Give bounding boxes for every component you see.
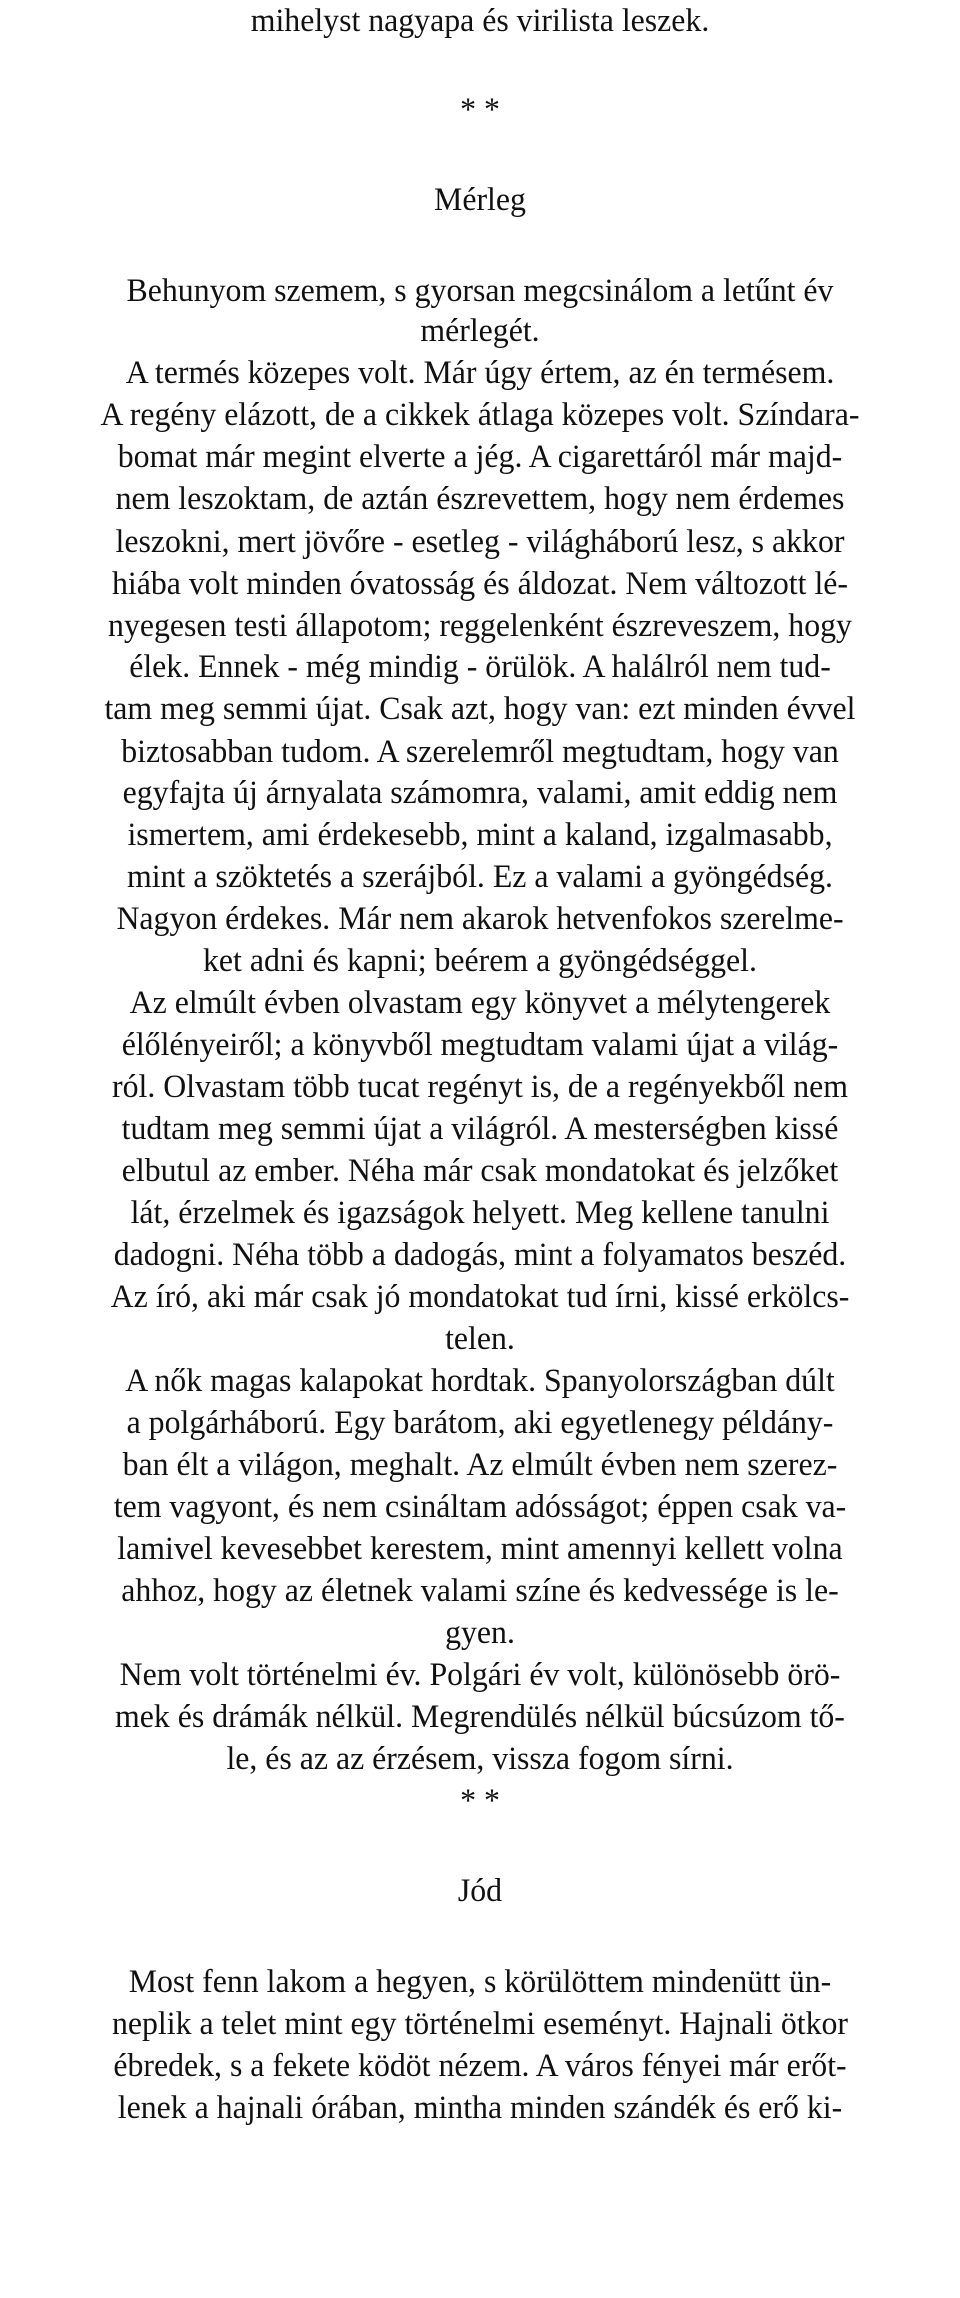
text-line: telen. xyxy=(445,1321,515,1357)
text-line: bomat már megint elverte a jég. A cigarettáról már majd- xyxy=(117,439,843,475)
text-line: ébredek, s a fekete ködöt nézem. A város fényei már erőt- xyxy=(113,2048,847,2084)
text-line: ket adni és kapni; beérem a gyöngédséggel. xyxy=(203,943,757,979)
text-line: A nők magas kalapokat hordtak. Spanyolországban dúlt xyxy=(125,1363,835,1399)
text-line: élek. Ennek - még mindig - örülök. A halálról nem tud- xyxy=(129,649,831,685)
section-heading: Mérleg xyxy=(434,182,526,218)
text-line: lát, érzelmek és igazságok helyett. Meg kellene tanulni xyxy=(130,1195,830,1231)
text-line: nyegesen testi állapotom; reggelenként észreveszem, hogy xyxy=(108,608,852,644)
text-line: Most fenn lakom a hegyen, s körülöttem mindenütt ün- xyxy=(128,1964,832,2000)
text-line: mint a szöktetés a szerájból. Ez a valami a gyöngédség. xyxy=(127,859,833,895)
text-line: lamivel kevesebbet kerestem, mint amennyi kellett volna xyxy=(117,1531,843,1567)
text-line: Az író, aki már csak jó mondatokat tud írni, kissé erkölcs- xyxy=(110,1279,850,1315)
text-line: ról. Olvastam több tucat regényt is, de a regényekből nem xyxy=(111,1069,848,1105)
text-line: A termés közepes volt. Már úgy értem, az én termésem. xyxy=(125,355,835,391)
text-line: hiába volt minden óvatosság és áldozat. Nem változott lé- xyxy=(111,566,849,602)
text-line: élőlényeiről; a könyvből megtudtam valami újat a világ- xyxy=(121,1027,839,1063)
text-line: ban élt a világon, meghalt. Az elmúlt évben nem szerez- xyxy=(122,1447,838,1483)
text-line: elbutul az ember. Néha már csak mondatokat és jelzőket xyxy=(121,1153,839,1189)
text-line: ismertem, ami érdekesebb, mint a kaland, izgalmasabb, xyxy=(127,817,833,853)
section-separator: * * xyxy=(460,92,500,128)
text-line: mek és drámák nélkül. Megrendülés nélkül búcsúzom tő- xyxy=(115,1699,845,1735)
text-line: mérlegét. xyxy=(420,313,540,349)
text-line: nem leszoktam, de aztán észrevettem, hogy nem érdemes xyxy=(115,481,845,517)
text-line: egyfajta új árnyalata számomra, valami, amit eddig nem xyxy=(122,775,838,811)
text-line: gyen. xyxy=(445,1615,515,1651)
section-separator: * * xyxy=(460,1783,500,1819)
section-heading: Jód xyxy=(457,1873,503,1909)
text-line: neplik a telet mint egy történelmi eseményt. Hajnali ötkor xyxy=(111,2006,849,2042)
text-line: tam meg semmi újat. Csak azt, hogy van: ezt minden évvel xyxy=(104,691,856,727)
text-line: Nagyon érdekes. Már nem akarok hetvenfokos szerelme- xyxy=(116,901,844,937)
text-line: Behunyom szemem, s gyorsan megcsinálom a letűnt év xyxy=(126,273,834,309)
text-line: le, és az az érzésem, vissza fogom sírni. xyxy=(226,1741,734,1777)
text-line: Az elmúlt évben olvastam egy könyvet a mélytengerek xyxy=(129,985,831,1021)
text-line: Nem volt történelmi év. Polgári év volt, különösebb örö- xyxy=(119,1657,841,1693)
text-line: A regény elázott, de a cikkek átlaga közepes volt. Színdara- xyxy=(100,397,860,433)
text-line: mihelyst nagyapa és virilista leszek. xyxy=(250,3,710,39)
text-line: ahhoz, hogy az életnek valami színe és kedvessége is le- xyxy=(121,1573,839,1609)
text-line: tem vagyont, és nem csináltam adósságot; éppen csak va- xyxy=(113,1489,847,1525)
text-line: leszokni, mert jövőre - esetleg - világháború lesz, s akkor xyxy=(115,524,845,560)
text-line: lenek a hajnali órában, mintha minden szándék és erő ki- xyxy=(117,2090,843,2126)
text-line: a polgárháború. Egy barátom, aki egyetlenegy példány- xyxy=(126,1405,834,1441)
text-line: tudtam meg semmi újat a világról. A mesterségben kissé xyxy=(121,1111,839,1147)
text-line: biztosabban tudom. A szerelemről megtudtam, hogy van xyxy=(121,734,839,770)
text-line: dadogni. Néha több a dadogás, mint a folyamatos beszéd. xyxy=(113,1237,847,1273)
